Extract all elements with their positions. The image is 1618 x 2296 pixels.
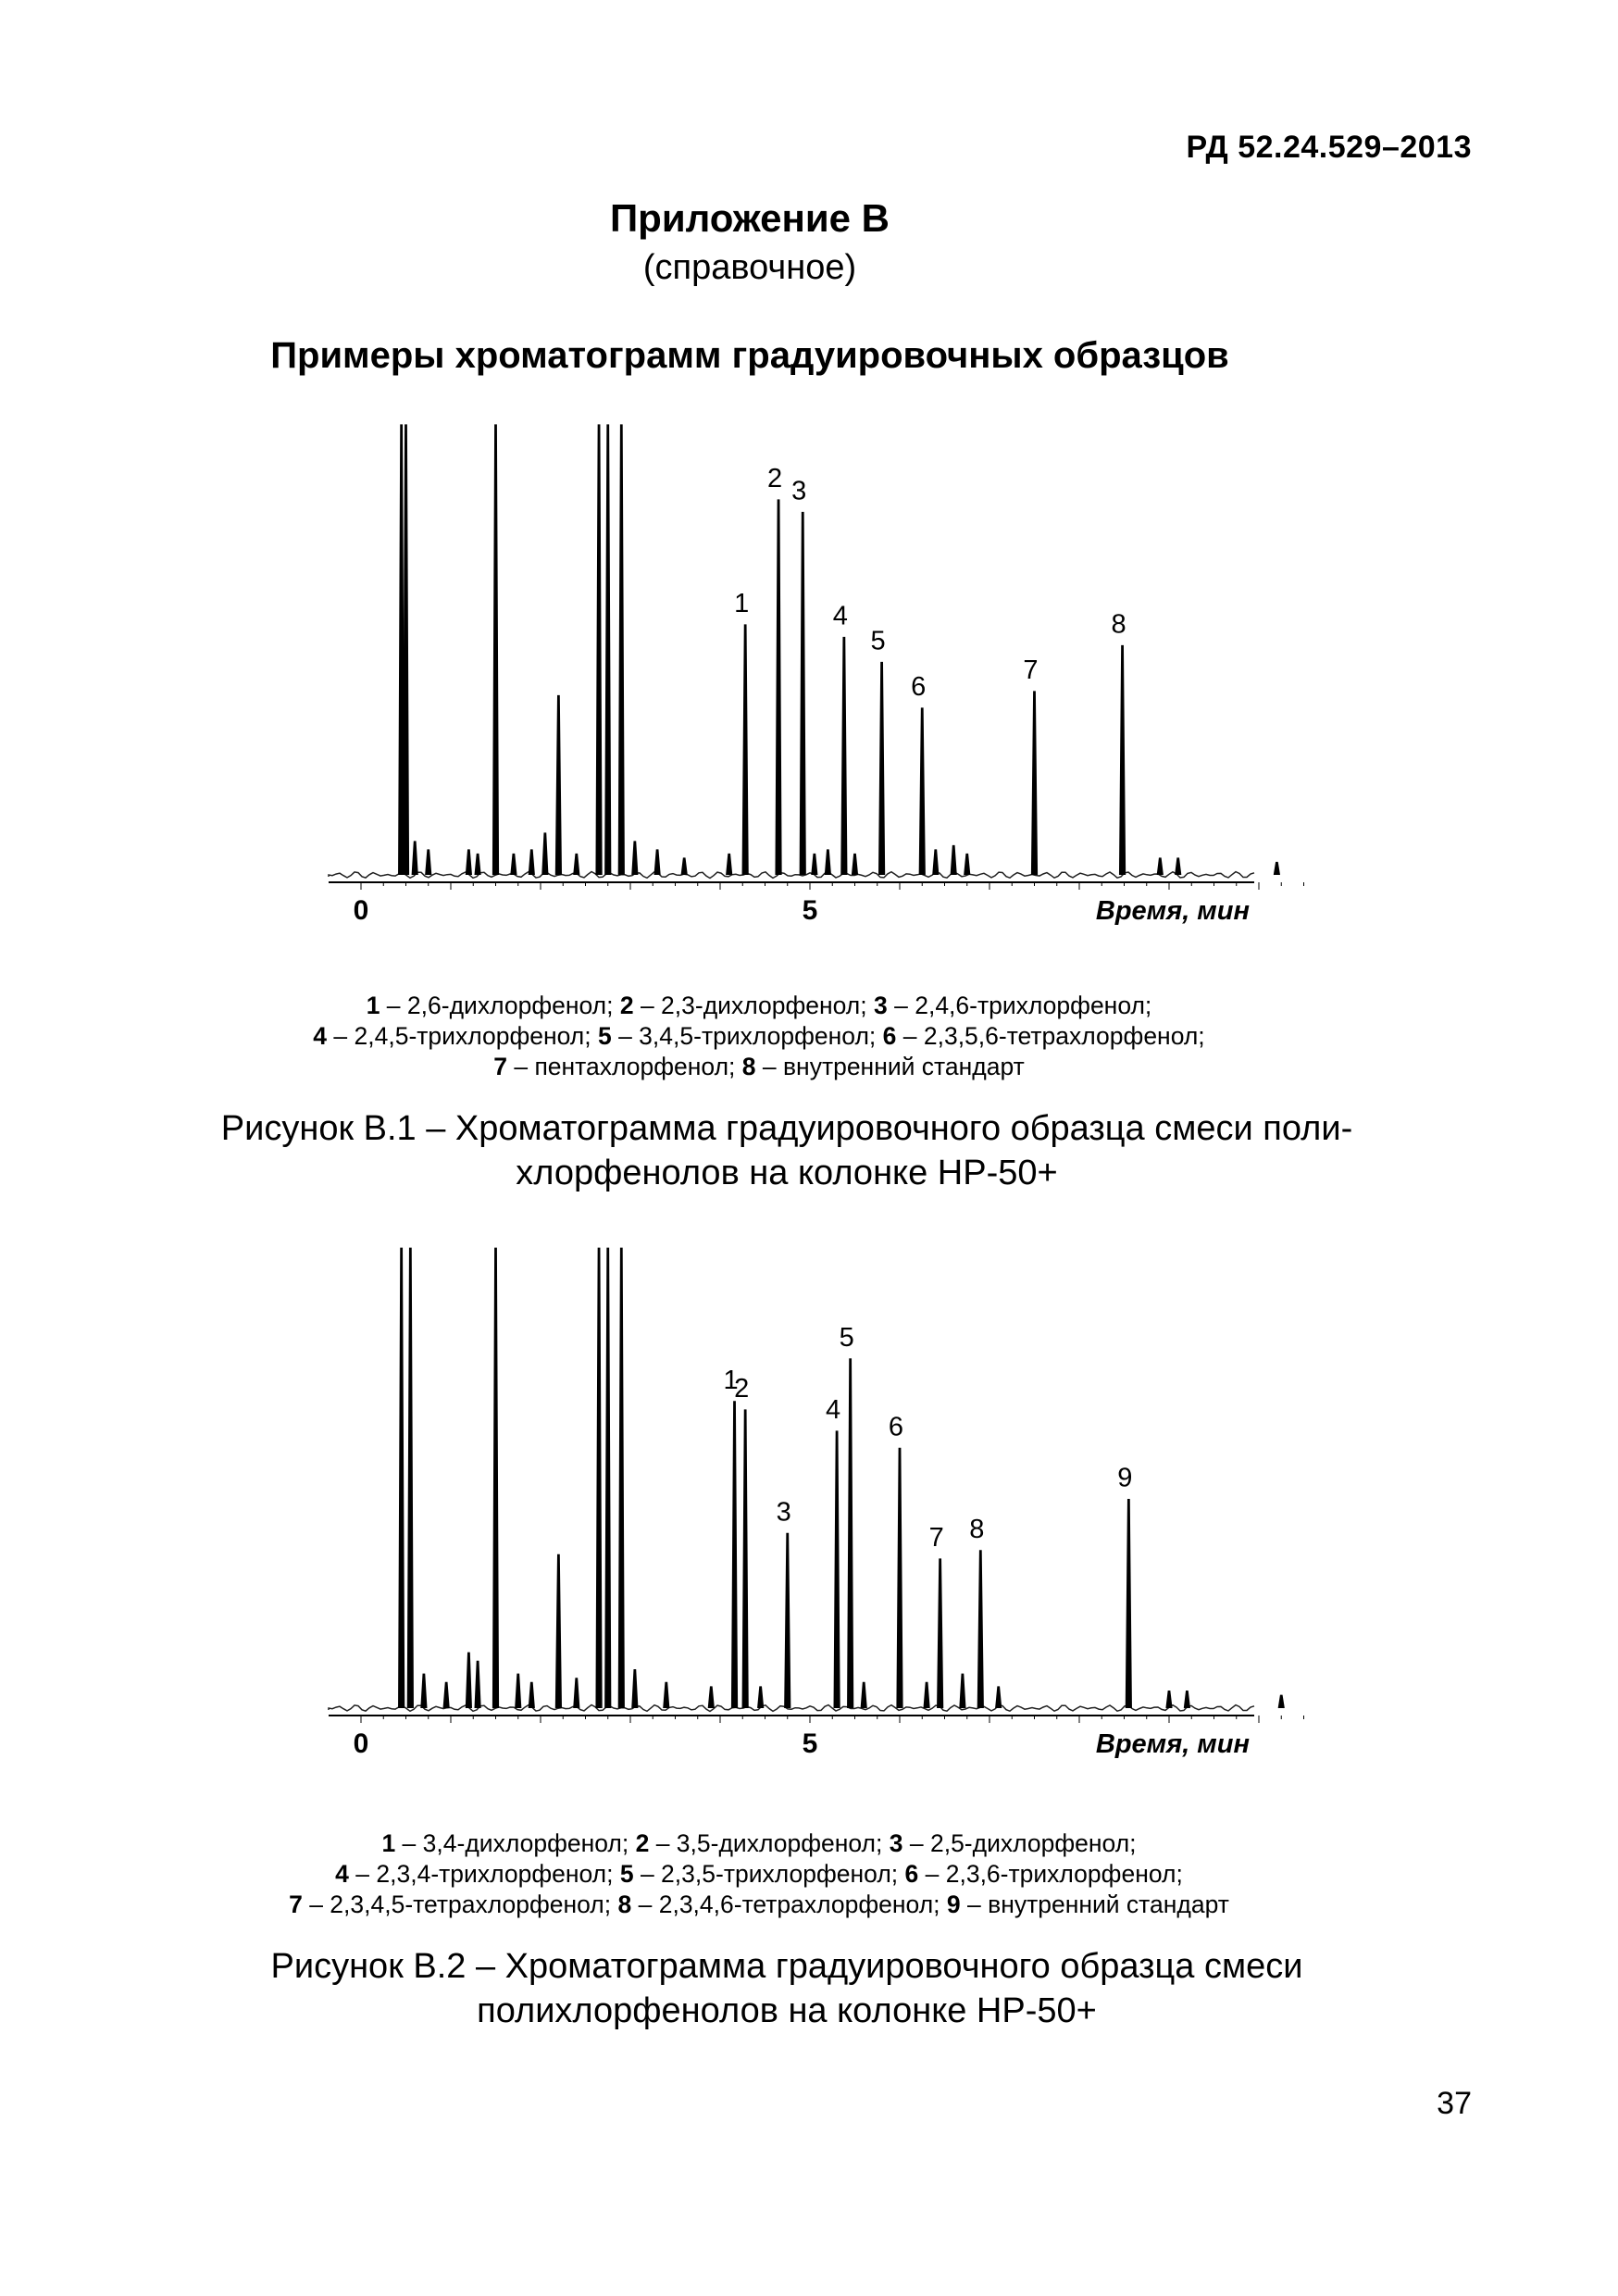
peak <box>529 1682 534 1708</box>
peak <box>708 1687 714 1708</box>
peak <box>758 1687 764 1708</box>
figure-1-legend-line <box>111 1021 1407 1052</box>
peak <box>960 1674 965 1708</box>
peak <box>574 1678 579 1708</box>
peak <box>732 1402 738 1708</box>
peak-label: 2 <box>766 464 783 493</box>
peak <box>596 425 602 875</box>
figure-1-caption <box>148 1106 1425 1195</box>
peak <box>919 708 925 875</box>
figure-2-legend-line <box>111 1859 1407 1890</box>
peak <box>407 1248 413 1708</box>
peak <box>605 1248 611 1708</box>
document-code: РД 52.24.529–2013 <box>1186 130 1472 165</box>
figure-1-legend-number: 7 <box>493 1053 507 1080</box>
peak-label: 1 <box>734 589 750 618</box>
figure-1-legend-text: – 2,4,6-трихлорфенол; <box>887 992 1152 1019</box>
page-number: 37 <box>1437 2086 1472 2121</box>
figure-2-legend-number: 2 <box>635 1829 650 1857</box>
figure-1-legend-text: – 2,4,5-трихлорфенол; <box>327 1022 598 1050</box>
peak <box>742 625 748 875</box>
peak <box>841 638 847 876</box>
x-axis-label: Время, мин <box>1095 1729 1250 1759</box>
figure-1-legend-number: 3 <box>874 992 888 1019</box>
peak <box>861 1682 866 1708</box>
chromatogram-figure-2 <box>329 1227 1273 1828</box>
figure-1-legend <box>111 991 1407 1082</box>
peak-label: 8 <box>1111 609 1126 640</box>
x-tick-label: 5 <box>802 1728 818 1759</box>
peak <box>951 846 956 876</box>
figure-2-legend-number: 8 <box>617 1890 632 1918</box>
figure-1-caption-line2: хлорфенолов на колонке HP-50+ <box>516 1154 1058 1192</box>
figure-2-legend-text: – 2,3,4-трихлорфенол; <box>348 1860 620 1888</box>
figure-2-legend-number: 3 <box>889 1829 903 1857</box>
x-tick-label: 0 <box>353 1728 369 1759</box>
peak <box>511 855 517 876</box>
peak <box>996 1687 1002 1708</box>
peak <box>727 855 732 876</box>
peak <box>574 855 579 876</box>
peak <box>632 1670 638 1708</box>
peak <box>443 1682 449 1708</box>
peak-label: 4 <box>826 1395 841 1425</box>
peak <box>1184 1691 1189 1708</box>
peak <box>1032 692 1038 875</box>
peak-label: 9 <box>1117 1463 1133 1493</box>
figure-1-legend-number: 1 <box>366 992 380 1019</box>
appendix-subtitle: (справочное) <box>642 248 857 287</box>
peak <box>596 1248 602 1708</box>
peak <box>853 855 858 876</box>
peak <box>1120 646 1126 876</box>
peak <box>681 858 687 875</box>
peak-label: 5 <box>870 626 886 656</box>
peak <box>965 855 970 876</box>
peak-label: 6 <box>911 672 927 702</box>
x-tick-label: 0 <box>353 895 369 926</box>
figure-1-legend-number: 6 <box>882 1022 897 1050</box>
peak <box>1166 1691 1172 1708</box>
peak <box>825 850 830 875</box>
figure-1-legend-number: 8 <box>741 1053 756 1080</box>
peak <box>664 1682 669 1708</box>
peak <box>466 850 471 875</box>
figure-1-legend-number: 2 <box>619 992 634 1019</box>
peak <box>1176 858 1181 875</box>
peak-label: 7 <box>1023 655 1039 685</box>
figure-1-legend-line <box>111 1052 1407 1082</box>
peak <box>1278 1695 1284 1708</box>
peak-label: 1 <box>723 1365 739 1395</box>
peak <box>555 696 561 876</box>
peak-label: 4 <box>832 601 848 631</box>
peak <box>1126 1500 1131 1708</box>
figure-2-caption <box>148 1944 1425 2033</box>
figure-2-caption-line1: Рисунок В.2 – Хроматограмма градуировочного образца смеси <box>270 1947 1303 1986</box>
peak <box>938 1559 943 1708</box>
peak <box>879 663 885 876</box>
peak <box>977 1551 983 1708</box>
peak <box>632 842 638 875</box>
peak <box>555 1554 561 1708</box>
peak <box>618 425 624 875</box>
peak-label: 2 <box>734 1374 750 1404</box>
peak <box>933 850 939 875</box>
figure-2-caption-line2: полихлорфенолов на колонке HP-50+ <box>477 1991 1097 2030</box>
peak <box>542 833 548 875</box>
figure-2-legend-line <box>111 1890 1407 1920</box>
peak-label: 7 <box>928 1523 944 1553</box>
figure-1-legend-number: 5 <box>597 1022 612 1050</box>
peak <box>834 1431 840 1708</box>
appendix-title: Приложение В <box>609 196 890 240</box>
figure-2-legend-text: – 3,5-дихлорфенол; <box>649 1829 890 1857</box>
peak <box>785 1533 790 1708</box>
figure-2-legend-number: 5 <box>619 1860 634 1888</box>
peak-label: 3 <box>776 1497 791 1528</box>
figure-2-legend-text: – 2,3,5-трихлорфенол; <box>633 1860 905 1888</box>
figure-2-legend-number: 9 <box>946 1890 961 1918</box>
peak <box>605 425 611 875</box>
figure-1-legend-line <box>111 991 1407 1021</box>
peak-label: 3 <box>791 476 807 506</box>
figure-2-legend-text: – 3,4-дихлорфенол; <box>395 1829 636 1857</box>
peak <box>924 1682 929 1708</box>
chromatogram-figure-1 <box>329 403 1273 995</box>
figure-2-legend-text: – 2,5-дихлорфенол; <box>902 1829 1137 1857</box>
figure-1-legend-text: – 2,3-дихлорфенол; <box>633 992 874 1019</box>
peak <box>529 850 534 875</box>
peak <box>1157 858 1163 875</box>
x-tick-label: 5 <box>802 895 818 926</box>
figure-1-legend-text: – пентахлорфенол; <box>506 1053 742 1080</box>
peak-label: 6 <box>888 1412 904 1442</box>
peak <box>421 1674 427 1708</box>
figure-2-legend-number: 1 <box>381 1829 396 1857</box>
figure-2-legend <box>111 1828 1407 1920</box>
peak <box>426 850 431 875</box>
peak-label: 8 <box>969 1514 985 1544</box>
peak <box>475 1661 480 1708</box>
figure-1-caption-line1: Рисунок В.1 – Хроматограмма градуировочного образца смеси поли- <box>220 1109 1353 1148</box>
peak <box>516 1674 521 1708</box>
peak <box>466 1653 471 1708</box>
figure-2-legend-text: – 2,3,6-трихлорфенол; <box>918 1860 1183 1888</box>
figure-1-legend-text: – внутренний стандарт <box>755 1053 1025 1080</box>
peak <box>493 1248 499 1708</box>
figure-2-legend-text: – 2,3,4,5-тетрахлорфенол; <box>302 1890 618 1918</box>
peak <box>412 842 417 875</box>
peak <box>475 855 480 876</box>
section-title: Примеры хроматограмм градуировочных образцов <box>270 335 1229 376</box>
peak <box>776 500 781 875</box>
peak-label: 5 <box>839 1322 854 1353</box>
peak <box>742 1410 748 1708</box>
peak <box>1274 863 1279 876</box>
peak <box>848 1359 853 1708</box>
figure-2-legend-text: – 2,3,4,6-тетрахлорфенол; <box>631 1890 947 1918</box>
figure-1-legend-text: – 2,6-дихлорфенол; <box>380 992 620 1019</box>
figure-1-legend-text: – 2,3,5,6-тетрахлорфенол; <box>896 1022 1205 1050</box>
figure-1-legend-number: 4 <box>313 1022 328 1050</box>
peak <box>493 425 499 875</box>
figure-2-legend-text: – внутренний стандарт <box>960 1890 1229 1918</box>
figure-2-legend-number: 4 <box>335 1860 349 1888</box>
peak <box>618 1248 624 1708</box>
figure-1-legend-text: – 3,4,5-трихлорфенол; <box>611 1022 883 1050</box>
figure-2-legend-line <box>111 1828 1407 1859</box>
peak <box>800 513 805 876</box>
figure-2-legend-number: 6 <box>904 1860 919 1888</box>
figure-2-legend-number: 7 <box>289 1890 303 1918</box>
peak <box>897 1448 902 1708</box>
peak <box>654 850 660 875</box>
x-axis-label: Время, мин <box>1095 896 1250 926</box>
peak <box>812 855 817 876</box>
peak <box>399 1248 404 1708</box>
peak <box>404 425 409 875</box>
